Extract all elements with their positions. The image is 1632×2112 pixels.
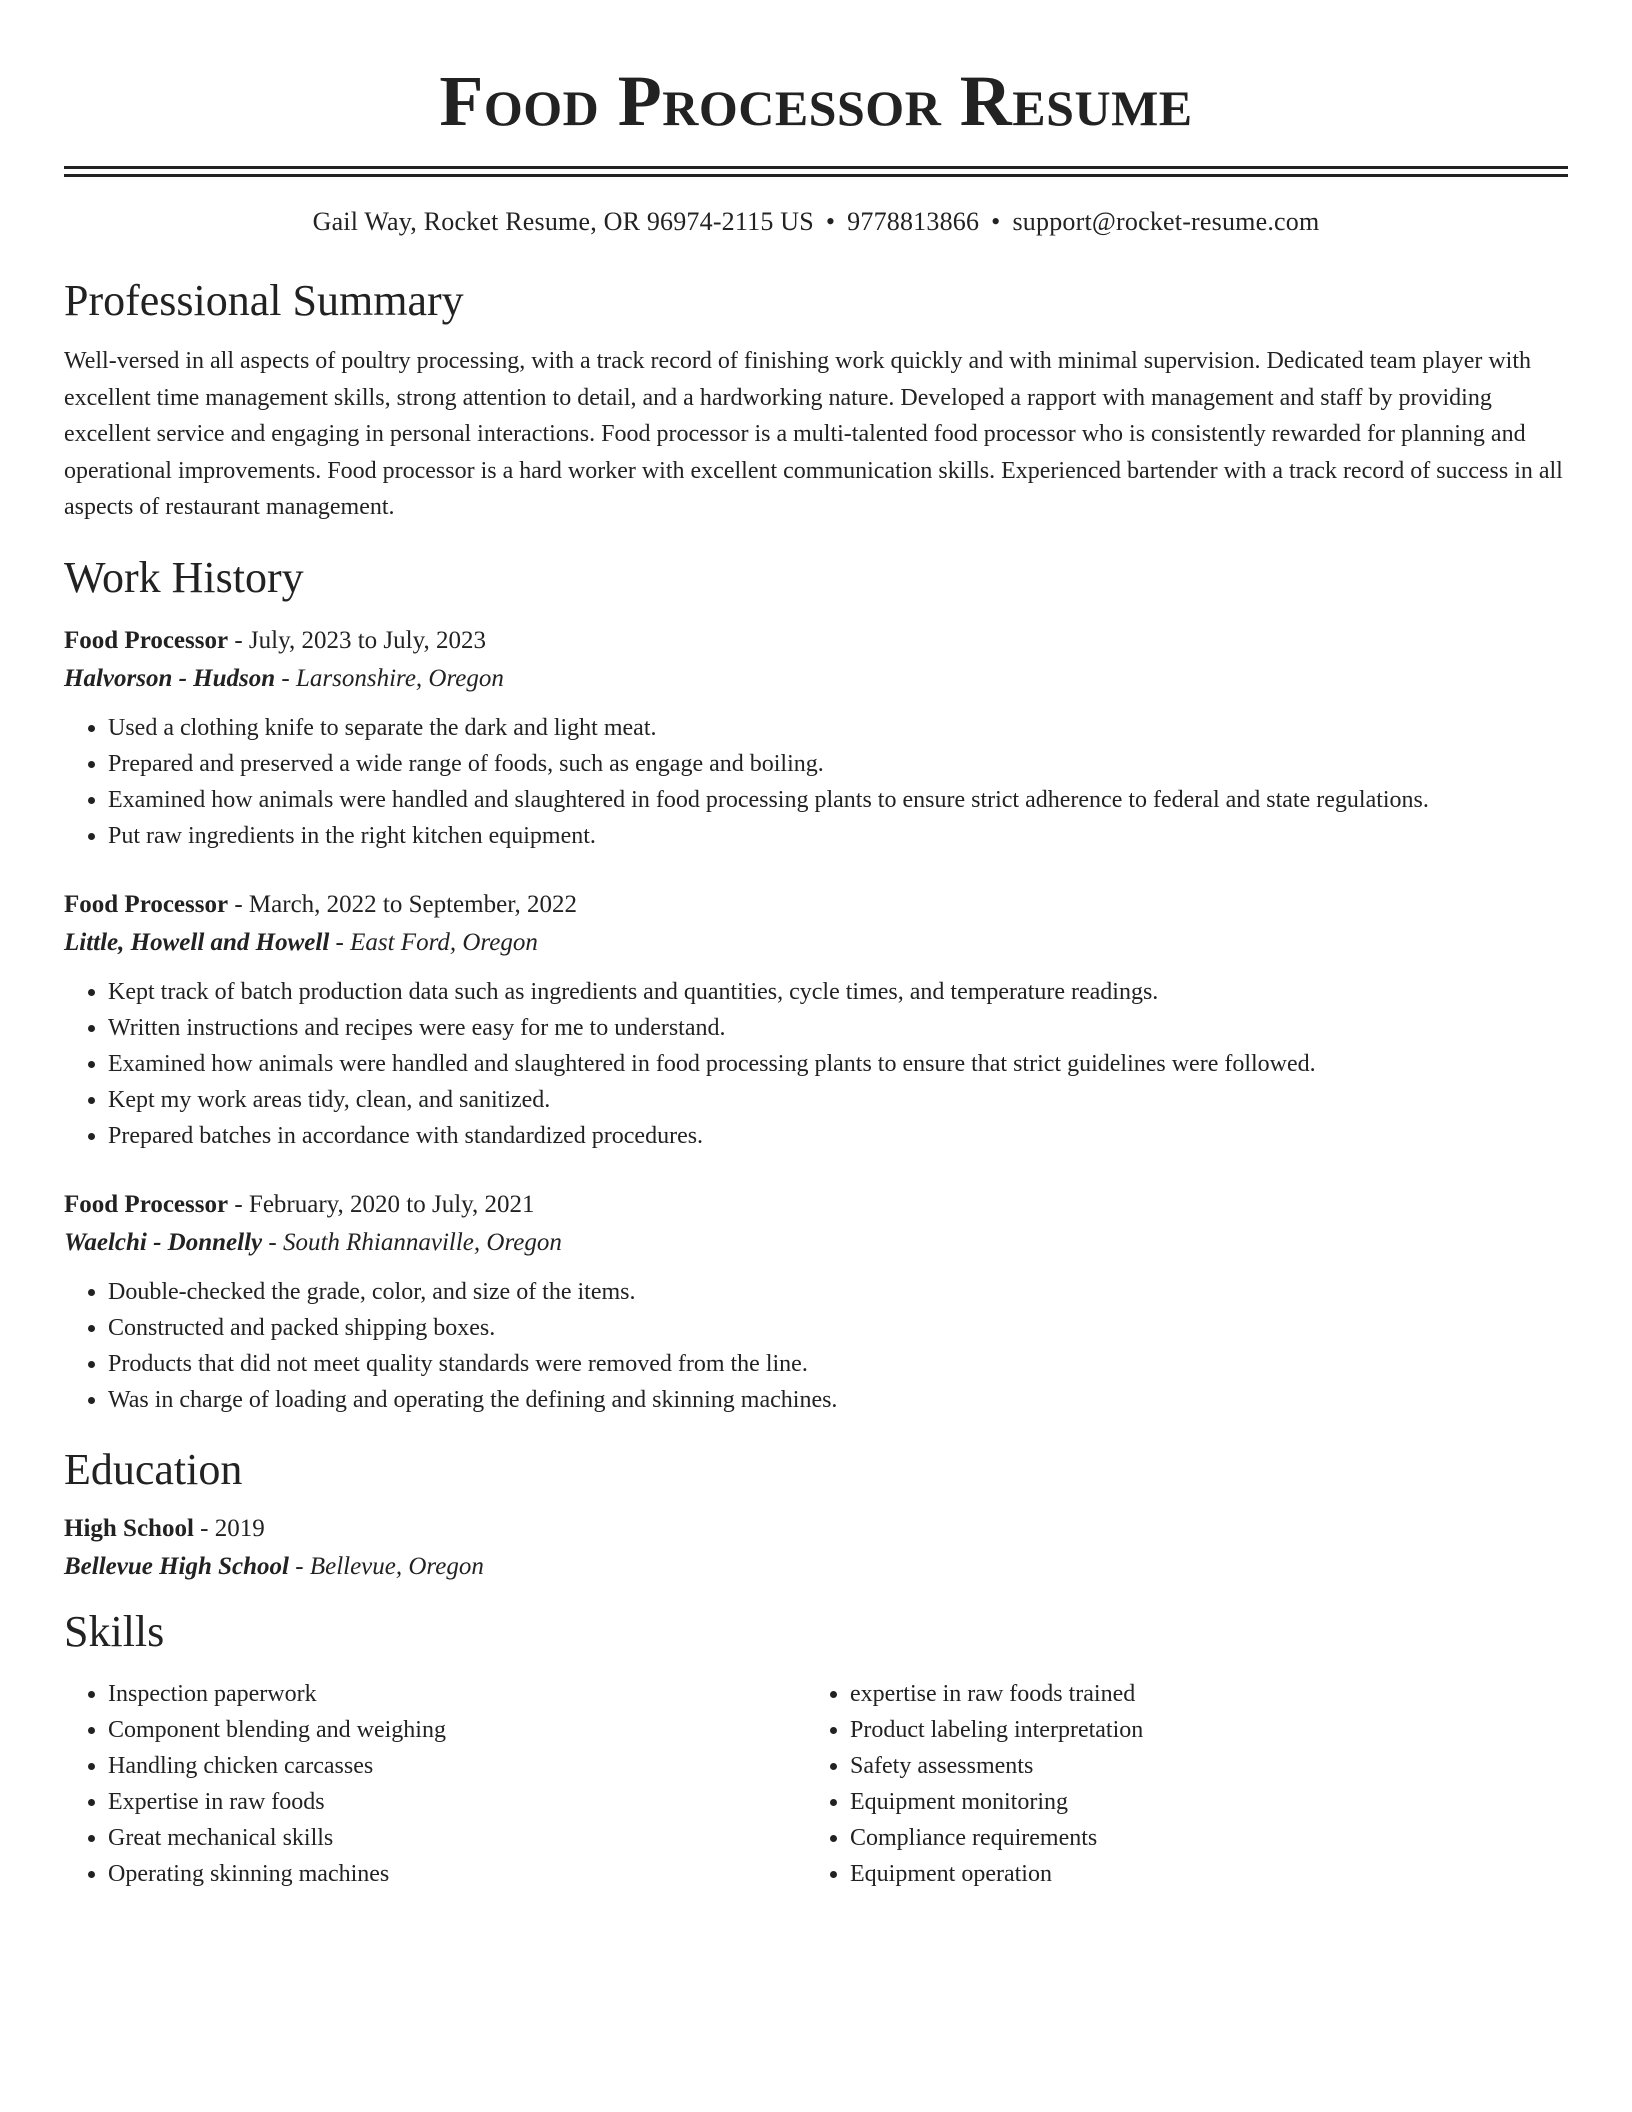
- summary-text: Well-versed in all aspects of poultry processing, with a track record of finishing work quickly and with minimal supervision. Dedicated team player with excellent time management skills, strong attention to detail, and a hardworking nature. Developed a rapport with management and staff by providing excellent service and engaging in personal interactions. Food processor is a multi-talented food processor who is consistently rewarded for planning and operational improvements. Food processor is a hard worker with excellent communication skills. Experienced bartender with a track record of success in all aspects of restaurant management.: [64, 348, 1563, 520]
- job-company-line: [64, 924, 1568, 962]
- list-item: • Kept track of batch production data such as ingredients and quantities, cycle times, and temperature readings.: [108, 974, 1568, 1010]
- skills-column-right: [806, 1676, 1548, 1892]
- job-title-line: [64, 886, 1568, 924]
- list-item: • Handling chicken carcasses: [108, 1748, 806, 1784]
- education-degree: High School: [64, 1514, 194, 1542]
- skills-list: [64, 1676, 1568, 1892]
- job-bullets: [64, 974, 1568, 1154]
- list-item: • Put raw ingredients in the right kitchen equipment.: [108, 818, 1568, 854]
- job-company: Waelchi - Donnelly: [64, 1228, 263, 1256]
- list-item: • Double-checked the grade, color, and size of the items.: [108, 1274, 1568, 1310]
- job-company-line: [64, 660, 1568, 698]
- contact-info: [64, 205, 1568, 239]
- job-entry: [64, 1186, 1568, 1418]
- list-item: • expertise in raw foods trained: [850, 1676, 1548, 1712]
- job-location: - Larsonshire, Oregon: [275, 664, 504, 692]
- title-divider: [64, 166, 1568, 177]
- skills-column-left: [64, 1676, 806, 1892]
- job-location: - East Ford, Oregon: [329, 928, 538, 956]
- education-degree-line: [64, 1510, 1568, 1548]
- list-item: • Kept my work areas tidy, clean, and sanitized.: [108, 1082, 1568, 1118]
- job-title: Food Processor: [64, 626, 229, 654]
- contact-separator: •: [825, 207, 836, 236]
- skills-heading: Skills: [64, 1606, 165, 1656]
- list-item: • Compliance requirements: [850, 1820, 1548, 1856]
- job-title: Food Processor: [64, 890, 229, 918]
- job-title-line: [64, 1186, 1568, 1224]
- list-item: • Safety assessments: [850, 1748, 1548, 1784]
- job-location: - South Rhiannaville, Oregon: [262, 1228, 562, 1256]
- contact-separator: •: [991, 207, 1001, 236]
- education-school: Bellevue High School: [64, 1552, 289, 1580]
- job-title: Food Processor: [64, 1190, 229, 1218]
- job-entry: [64, 622, 1568, 854]
- list-item: • Products that did not meet quality standards were removed from the line.: [108, 1346, 1568, 1382]
- education-heading: Education: [64, 1444, 243, 1494]
- education-entry: [64, 1510, 1568, 1586]
- list-item: • Inspection paperwork: [108, 1676, 806, 1712]
- job-company: Halvorson - Hudson: [64, 664, 276, 692]
- list-item: • Prepared and preserved a wide range of foods, such as engage and boiling.: [108, 746, 1568, 782]
- list-item: • Expertise in raw foods: [108, 1784, 806, 1820]
- contact-email: support@rocket-resume.com: [1012, 207, 1320, 236]
- contact-address: Gail Way, Rocket Resume, OR 96974-2115 US: [312, 207, 814, 236]
- list-item: • Examined how animals were handled and slaughtered in food processing plants to ensure strict adherence to federal and state regulations.: [108, 782, 1568, 818]
- job-entry: [64, 886, 1568, 1154]
- job-dates: - February, 2020 to July, 2021: [228, 1190, 535, 1218]
- list-item: • Used a clothing knife to separate the dark and light meat.: [108, 710, 1568, 746]
- education-school-line: [64, 1548, 1568, 1586]
- education-year: - 2019: [193, 1514, 265, 1542]
- education-location: - Bellevue, Oregon: [289, 1552, 484, 1580]
- job-company: Little, Howell and Howell: [64, 928, 330, 956]
- list-item: • Equipment operation: [850, 1856, 1548, 1892]
- job-bullets: [64, 710, 1568, 854]
- list-item: • Was in charge of loading and operating the defining and skinning machines.: [108, 1382, 1568, 1418]
- page-title: Food Processor Resume: [439, 61, 1193, 141]
- contact-phone: 9778813866: [847, 207, 980, 236]
- list-item: • Prepared batches in accordance with standardized procedures.: [108, 1118, 1568, 1154]
- list-item: • Operating skinning machines: [108, 1856, 806, 1892]
- job-dates: - July, 2023 to July, 2023: [228, 626, 486, 654]
- list-item: • Product labeling interpretation: [850, 1712, 1548, 1748]
- list-item: • Constructed and packed shipping boxes.: [108, 1310, 1568, 1346]
- list-item: • Great mechanical skills: [108, 1820, 806, 1856]
- list-item: • Written instructions and recipes were easy for me to understand.: [108, 1010, 1568, 1046]
- job-dates: - March, 2022 to September, 2022: [228, 890, 578, 918]
- job-company-line: [64, 1224, 1568, 1262]
- work-history-heading: Work History: [64, 552, 304, 602]
- job-bullets: [64, 1274, 1568, 1418]
- summary-heading: Professional Summary: [64, 276, 464, 325]
- list-item: • Component blending and weighing: [108, 1712, 806, 1748]
- list-item: • Examined how animals were handled and slaughtered in food processing plants to ensure that strict guidelines were followed.: [108, 1046, 1568, 1082]
- job-title-line: [64, 622, 1568, 660]
- list-item: • Equipment monitoring: [850, 1784, 1548, 1820]
